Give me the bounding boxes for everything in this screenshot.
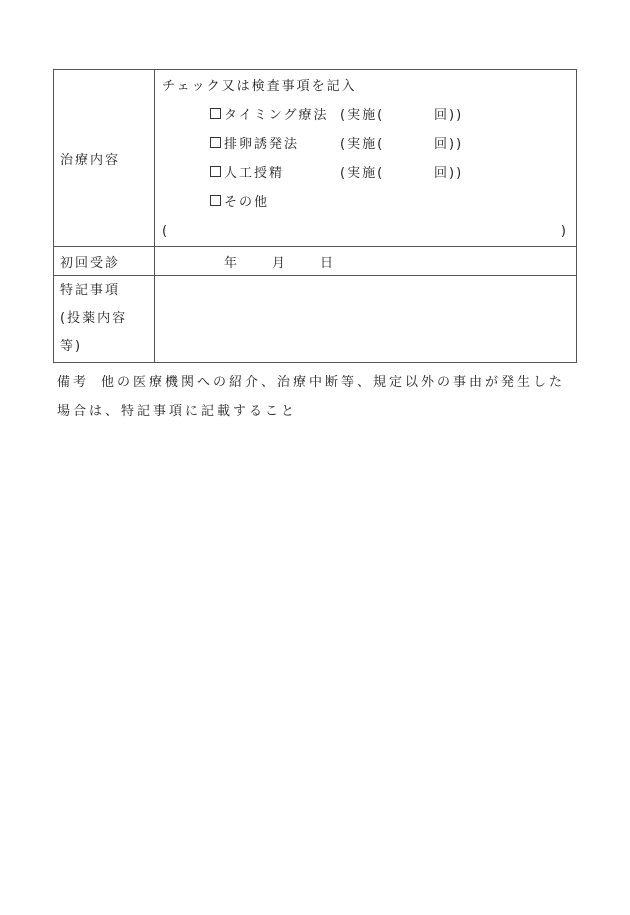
date-row <box>162 252 568 271</box>
remarks-line2: 場合は、特記事項に記載すること <box>57 404 298 419</box>
paren-open: ( <box>162 223 170 239</box>
notes-label-line1: 特記事項 <box>60 283 121 298</box>
option-timing <box>162 101 568 130</box>
treatment-label-cell <box>54 70 155 247</box>
treatment-intro: チェック又は検査事項を記入 <box>162 78 357 94</box>
day-label: 日 <box>320 255 336 271</box>
option-other-label: その他 <box>224 194 270 210</box>
option-timing-label: タイミング療法 <box>224 107 329 123</box>
treatment-report-table <box>53 69 577 363</box>
option-timing-detail-text: (実施( <box>340 107 385 123</box>
year-label: 年 <box>224 255 240 271</box>
remarks <box>57 368 587 426</box>
notes-field[interactable] <box>155 276 577 363</box>
remarks-text-line1: 他の医療機関への紹介、治療中断等、規定以外の事由が発生した <box>101 375 566 390</box>
checkbox-timing[interactable] <box>210 108 221 119</box>
option-insemination <box>162 159 568 188</box>
treatment-content-cell <box>155 70 577 247</box>
treatment-label: 治療内容 <box>60 152 121 168</box>
option-ovulation-detail-text: (実施( <box>340 136 385 152</box>
notes-label-cell <box>54 276 155 363</box>
checkbox-insemination[interactable] <box>210 166 221 177</box>
option-insemination-count: 回)) <box>434 165 464 181</box>
checkbox-ovulation[interactable] <box>210 137 221 148</box>
treatment-row <box>54 70 577 247</box>
notes-label-line2: (投薬内容 <box>60 311 128 326</box>
first-visit-label-cell <box>54 247 155 276</box>
option-insemination-label: 人工授精 <box>224 165 285 181</box>
paren-close: ) <box>560 223 568 239</box>
option-ovulation <box>162 130 568 159</box>
first-visit-date-field[interactable] <box>155 247 577 276</box>
option-insemination-detail <box>340 159 464 188</box>
checkbox-other[interactable] <box>210 195 221 206</box>
month-label: 月 <box>272 255 288 271</box>
notes-label-line3: 等) <box>60 339 83 354</box>
option-timing-count: 回)) <box>434 107 464 123</box>
option-insemination-detail-text: (実施( <box>340 165 385 181</box>
first-visit-label: 初回受診 <box>60 255 121 271</box>
option-ovulation-count: 回)) <box>434 136 464 152</box>
first-visit-row <box>54 247 577 276</box>
remarks-lead: 備考 <box>57 375 90 390</box>
option-ovulation-detail <box>340 130 464 159</box>
option-timing-detail <box>340 101 464 130</box>
option-other <box>162 188 568 217</box>
option-ovulation-label: 排卵誘発法 <box>224 136 300 152</box>
remarks-line1 <box>57 368 587 397</box>
other-detail-field[interactable] <box>162 217 568 246</box>
notes-row <box>54 276 577 363</box>
